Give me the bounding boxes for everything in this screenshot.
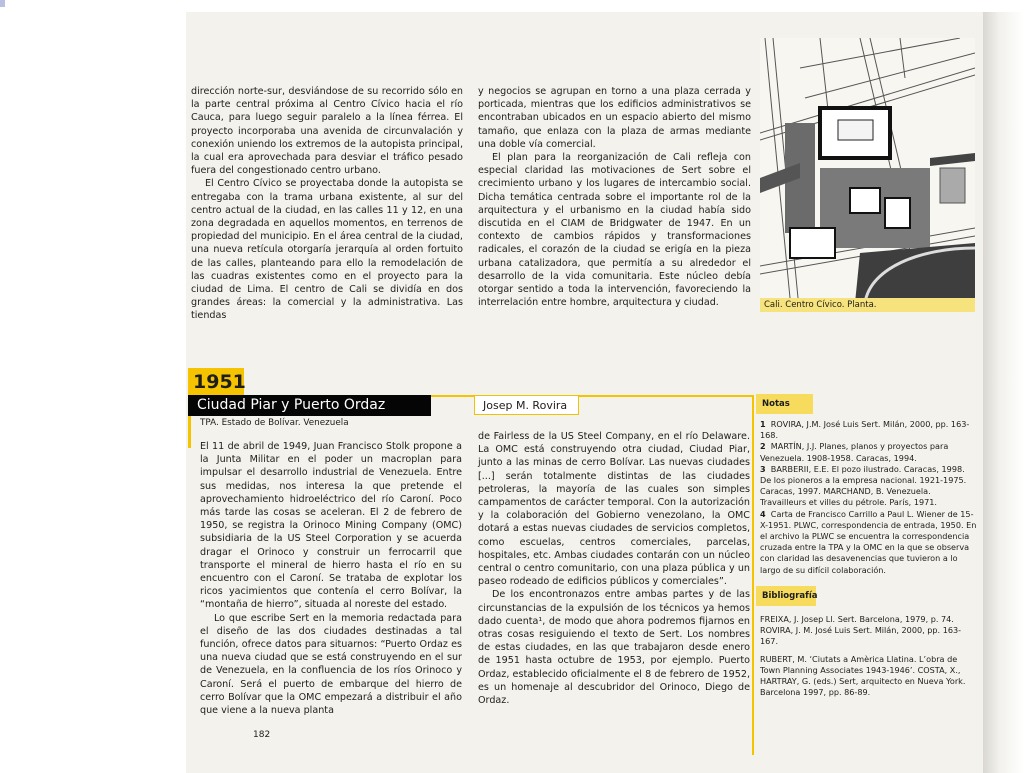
note-text: BARBERII, E.E. El pozo ilustrado. Caracas, 1998. De los pioneros a la empresa nacional. 1921-1975. Caracas, 1997. MARCHAND, B. Venezuela. Travailleurs et villes du pétrole. París, 1971. [760,463,967,508]
top-text-column-2 [478,85,751,309]
note-text: ROVIRA, J.M. José Luis Sert. Milán, 2000, pp. 163-168. [760,419,970,441]
entry-subtitle: TPA. Estado de Bolívar. Venezuela [200,418,349,428]
note-number: 2 [760,441,766,452]
paragraph: El plan para la reorganización de Cali refleja con especial claridad las motivaciones de Sert sobre el crecimiento urbano y los lugares de intercambio social. Dicha temática centrada sobre el importante rol de la arquitectura y el urbanismo en la ciudad había sido discutida en el CIAM de Bridgwater de 1947. En un contexto de cambios rápidos y transformaciones radicales, el corazón de la ciudad se erigía en la pieza urbana catalizadora, que permitía a su alrededor el desarrollo de la vida comunitaria. Este núcleo debía otorgar sentido a toda la intervención, favoreciendo la interrelación entre hombre, arquitectura y ciudad. [478,152,751,309]
note-number: 3 [760,463,766,474]
page-number: 182 [253,730,271,740]
site-plan-figure [760,38,975,303]
bibliography-item: FREIXA, J. Josep Ll. Sert. Barcelona, 1979, p. 74. [760,614,954,624]
figure-caption: Cali. Centro Cívico. Planta. [760,298,975,312]
note-item [760,509,978,576]
accent-rule [752,395,754,755]
bibliography-list [760,614,978,698]
page-gutter-shadow [983,12,1024,773]
paragraph: El Centro Cívico se proyectaba donde la autopista se entregaba con la trama urbana existente, al sur del centro actual de la ciudad, en las calles 11 y 12, en una zona degradada en aquellos momentos, en terrenos de propiedad del municipio. En el área central de la ciudad, una nueva retícula otorgaría jerarquía al orden fortuito de las calles, planteando para ello la remodelación de las cuadras existentes como en el proyecto para la ciudad de Lima. El centro de Cali se dividía en dos grandes áreas: la comercial y la administrativa. Las tiendas [191,178,463,322]
top-text-column-1 [191,85,463,323]
note-number: 4 [760,508,766,519]
paragraph: y negocios se agrupan en torno a una plaza cerrada y porticada, mientras que los edificios administrativos se encontraban ubicados en un espacio abierto del mismo tamaño, que enlaza con la plaza de armas mediante una doble vía comercial. [478,86,751,150]
note-text: MARTÍN, J.J. Planes, planos y proyectos para Venezuela. 1908-1958. Caracas, 1994. [760,441,949,463]
bibliography-item: RUBERT, M. ‘Ciutats a Amèrica Llatina. L’obra de Town Planning Associates 1943-1946’. COSTA, X., HARTRAY, G. (eds.) Sert, arquitecto en Nueva York. Barcelona 1997, pp. 86-89. [760,653,966,698]
note-number: 1 [760,419,766,429]
paragraph: El 11 de abril de 1949, Juan Francisco Stolk propone a la Junta Militar en el poder un macroplan para impulsar el desarrollo industrial de Venezuela. Entre sus medidas, nos interesa la que pretende el aprovechamiento hidroeléctrico del río Caroní. Poco más tarde las cosas se aceleran. El 2 de febrero de 1950, se registra la Orinoco Mining Company (OMC) subsidiaria de la US Steel Corporation y se acuerda dragar el Orinoco y construir un ferrocarril que transporte el mineral de hierro hasta el río en su encuentro con el Caroní. Se trataba de explotar los ricos yacimientos que contenía el cerro Bolívar, la “montaña de hierro”, situada al noreste del estado. [200,441,462,611]
entry-text-column-1 [200,440,462,717]
paragraph: de Fairless de la US Steel Company, en el río Delaware. La OMC está construyendo otra ciudad, Ciudad Piar, junto a las minas de cerro Bolívar. Las nuevas ciudades [...] serán totalmente distintas de las ciudades petroleras, la mayoría de las cuales son simples campamentos de carácter temporal. Con la autorización y la colaboración del Gobierno venezolano, la OMC dotará a estas nuevas ciudades de servicios completos, como escuelas, centros comerciales, parcelas, hospitales, etc. Ambas ciudades contarán con un núcleo central o centro comunitario, con una plaza pública y un paseo rodeado de edificios públicos y comerciales”. [478,431,750,588]
paragraph: De los encontronazos entre ambas partes y de las circunstancias de la expulsión de los técnicos ya hemos dado cuenta¹, de modo que ahora podremos fijarnos en otras cosas resiguiendo el texto de Sert. Los nombres de estas ciudades, en las que trabajaron desde enero de 1951 hasta octubre de 1953, por ejemplo. Puerto Ordaz, establecido oficialmente el 8 de febrero de 1952, es un homenaje al descubridor del Orinoco, Diego de Ordaz. [478,589,750,707]
bibliography-heading: Bibliografía [756,586,816,606]
scan-corner-mark [0,0,5,7]
notes-list [760,419,978,576]
note-item [760,464,978,509]
bibliography-item: ROVIRA, J. M. José Luis Sert. Milán, 2000, pp. 163-167. [760,625,962,647]
entry-year: 1951 [188,368,244,395]
entry-title: Ciudad Piar y Puerto Ordaz [188,395,431,416]
paragraph: dirección norte-sur, desviándose de su recorrido sólo en la parte central próxima al Centro Cívico hacia el río Cauca, para luego seguir paralelo a la línea férrea. El proyecto incorporaba una avenida de circunvalación y conexión uniendo los extremos de la autopista principal, la cual era aprovechada para desviar el tráfico pesado fuera del congestionado centro urbano. [191,86,463,177]
entry-text-column-2 [478,430,750,707]
site-plan-drawing [760,38,975,303]
entry-author: Josep M. Rovira [474,395,579,415]
notes-heading: Notas [756,394,813,414]
note-text: Carta de Francisco Carrillo a Paul L. Wiener de 15-X-1951. PLWC, correspondencia de entrada, 1950. En el archivo la PLWC se encuentra la correspondencia cruzada entre la TPA y la OMC en la que se observa con claridad las desavenencias que tuvieron a lo largo de su difícil colaboración. [760,508,977,575]
note-item [760,419,978,441]
paragraph: Lo que escribe Sert en la memoria redactada para el diseño de las dos ciudades destinadas a tal función, ofrece datos para situarnos: “Puerto Ordaz es una nueva ciudad que se está construyendo en el sur de Venezuela, en la confluencia de los ríos Orinoco y Caroní. Será el puerto de embarque del hierro de cerro Bolívar que la OMC empezará a distribuir el año que viene a la nueva planta [200,612,462,717]
note-item [760,441,978,463]
plan-dark-zone [855,243,975,303]
